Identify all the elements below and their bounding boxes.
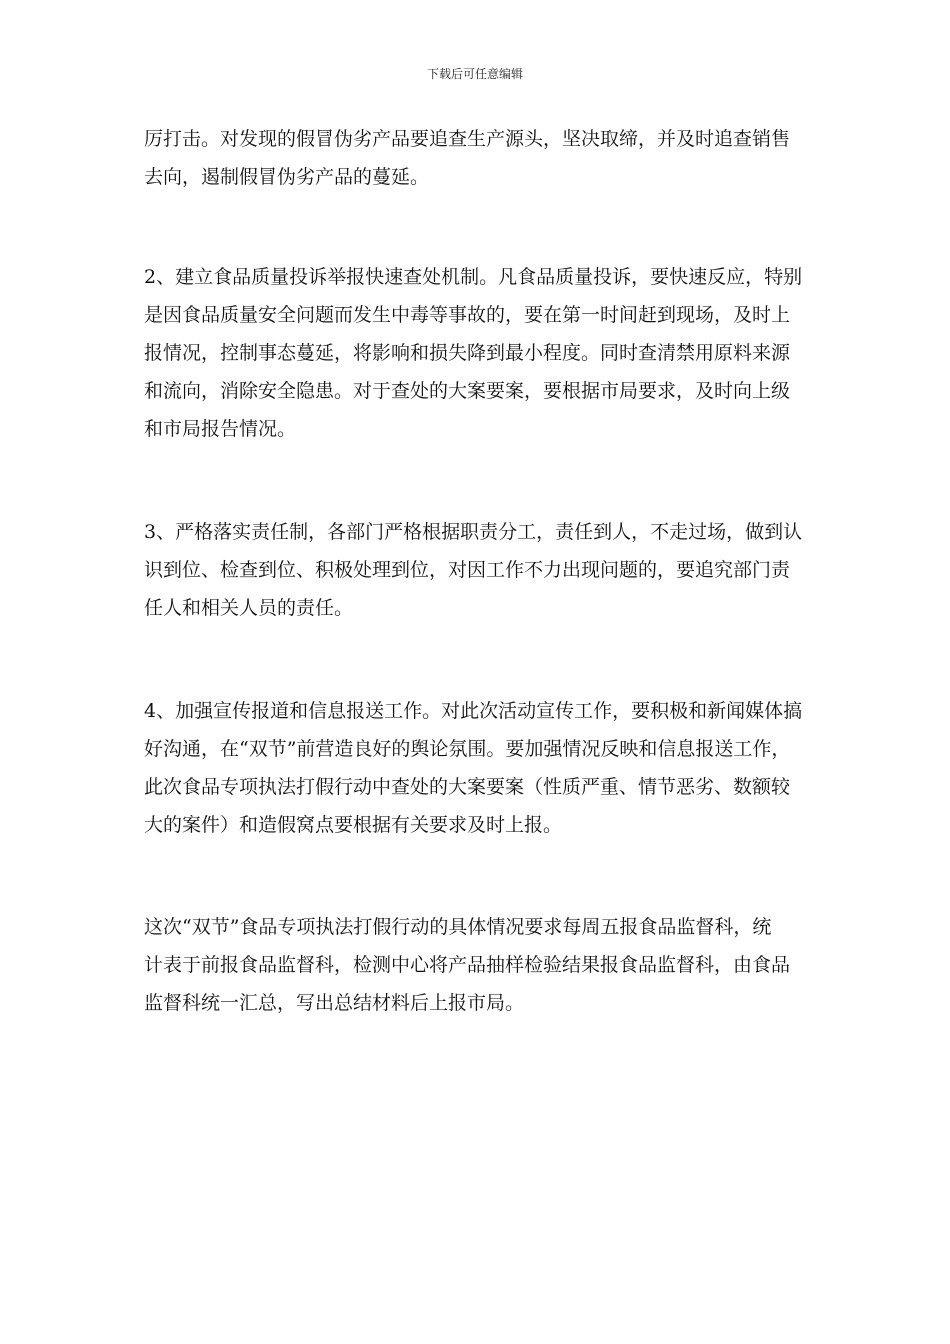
paragraph-responsibility-system: 3、严格落实责任制，各部门严格根据职责分工，责任到人，不走过场，做到认 识到位、检查到位、积极处理到位，对因工作不力出现问题的，要追究部门责 任人和相关人员的责任。 [144,521,803,619]
paragraph-complaint-mechanism: 2、建立食品质量投诉举报快速查处机制。凡食品质量投诉，要快速反应，特别 是因食品质量安全问题而发生中毒等事故的，要在第一时间赶到现场，及时上 报情况，控制事态蔓延，将影响和损失降到最小程度。同时查清禁用原料来源 和流向，消除安全隐患。对于查处的大案要案，要根据市局要求，及时向上级 和市局报告情况。 [144,266,803,440]
paragraph-weekly-report-requirement: 这次“双节”食品专项执法打假行动的具体情况要求每周五报食品监督科，统 计表于前报食品监督科，检测中心将产品抽样检验结果报食品监督科，由食品 监督科统一汇总，写出总结材料后上报市局。 [144,916,791,1014]
page-header: 下载后可任意编辑 [426,67,523,81]
paragraph-publicity-reporting: 4、加强宣传报道和信息报送工作。对此次活动宣传工作，要积极和新闻媒体搞 好沟通，在“双节”前营造良好的舆论氛围。要加强情况反映和信息报送工作， 此次食品专项执法打假行动中查处的大案要案（性质严重、情节恶劣、数额较 大的案件）和造假窝点要根据有关要求及时上报。 [144,700,803,836]
paragraph-crackdown-continuation: 厉打击。对发现的假冒伪劣产品要追查生产源头，坚决取缔，并及时追查销售 去向，遏制假冒伪劣产品的蔓延。 [144,128,791,188]
